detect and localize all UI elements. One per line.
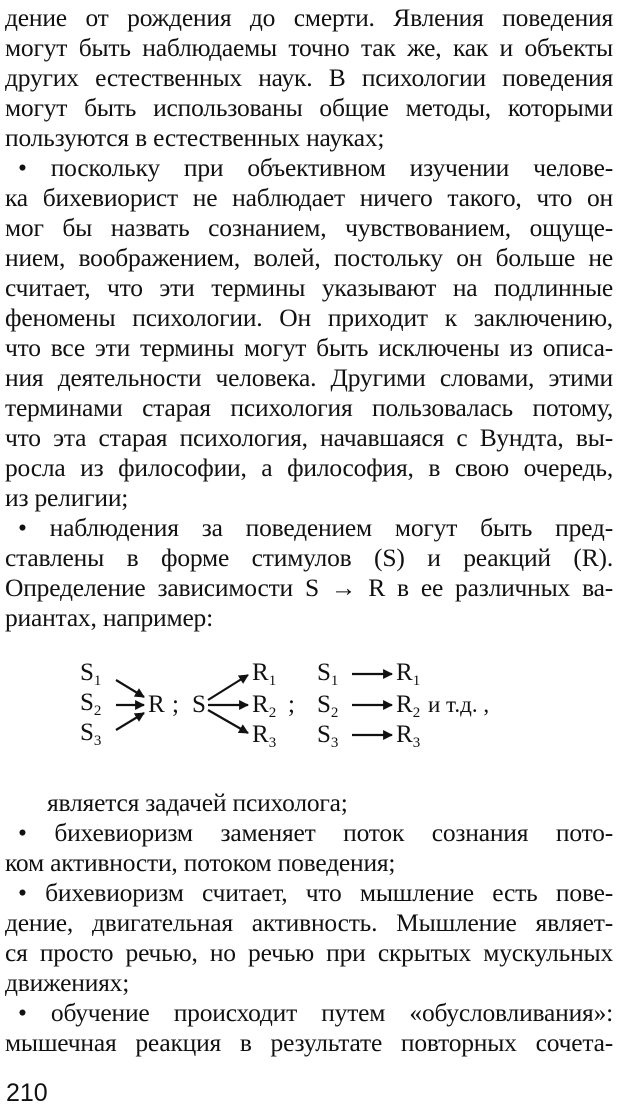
text-line: • наблюдения за поведением могут быть пред- <box>18 513 613 542</box>
text-line: • бихевиоризм считает, что мышление есть пове- <box>18 878 613 907</box>
etc-text: и т.д. , <box>428 692 490 717</box>
text-line: движениях; <box>5 968 130 997</box>
g3-s3: $S_3$ <box>317 721 339 751</box>
g1-r: R <box>148 691 165 718</box>
arrow <box>116 680 144 697</box>
stimulus-response-formula <box>80 650 520 770</box>
text-line: ния деятельности человека. Другими словами, этими <box>5 363 613 392</box>
g1-s2: $S_2$ <box>80 689 102 719</box>
text-line: нием, воображением, волей, постольку он больше не <box>5 243 613 272</box>
text-line: росла из философии, а философия, в свою очередь, <box>5 453 613 482</box>
arrow <box>116 713 144 730</box>
text-line: что эта старая психология, начавшаяся с Вундта, вы- <box>5 423 613 452</box>
text-line: могут быть использованы общие методы, которыми <box>5 93 613 122</box>
g2-s: S <box>192 691 206 718</box>
g2-r1: $R_1$ <box>252 659 277 689</box>
text-line: из религии; <box>5 483 129 512</box>
g3-s2: $S_2$ <box>317 691 339 721</box>
g1-s3: $S_3$ <box>80 719 102 749</box>
text-line: ся просто речью, но речью при скрытых мускульных <box>5 938 613 967</box>
separator: ; <box>172 691 179 718</box>
arrow <box>208 710 248 733</box>
g2-r3: $R_3$ <box>252 721 277 751</box>
page-number: 210 <box>6 1079 48 1107</box>
text-line: является задачей психолога; <box>47 788 348 817</box>
g3-s1: $S_1$ <box>317 659 339 689</box>
g3-r1: $R_1$ <box>396 659 421 689</box>
text-line: риантах, например: <box>5 603 213 632</box>
text-line: терминами старая психология пользовалась потому, <box>5 393 613 422</box>
text-line: Определение зависимости S → R в ее различных ва- <box>5 573 613 602</box>
separator: ; <box>288 691 295 718</box>
g3-r2: $R_2$ <box>396 691 421 721</box>
text-line: • поскольку при объективном изучении челове- <box>18 153 613 182</box>
text-line: мог бы назвать сознанием, чувствованием, ощуще- <box>5 213 613 242</box>
text-line: • бихевиоризм заменяет поток сознания пото- <box>18 818 613 847</box>
text-line: мышечная реакция в результате повторных сочета- <box>5 1028 613 1057</box>
text-line: дение, двигательная активность. Мышление являет- <box>5 908 613 937</box>
g2-r2: $R_2$ <box>252 691 277 721</box>
g3-r3: $R_3$ <box>396 721 421 751</box>
text-line: могут быть наблюдаемы точно так же, как и объекты <box>5 33 613 62</box>
text-line: дение от рождения до смерти. Явления поведения <box>5 3 613 32</box>
arrow <box>208 675 248 700</box>
text-line: феномены психологии. Он приходит к заключению, <box>5 303 613 332</box>
text-line: что все эти термины могут быть исключены из описа- <box>5 333 613 362</box>
text-line: ставлены в форме стимулов (S) и реакций (R). <box>5 543 613 572</box>
text-line: ка бихевиорист не наблюдает ничего такого, что он <box>5 183 613 212</box>
g1-s1: $S_1$ <box>80 659 102 689</box>
text-line: других естественных наук. В психологии поведения <box>5 63 613 92</box>
text-line: считает, что эти термины указывают на подлинные <box>5 273 613 302</box>
text-line: пользуются в естественных науках; <box>5 123 385 152</box>
text-line: • обучение происходит путем «обусловливания»: <box>18 998 613 1027</box>
text-line: ком активности, потоком поведения; <box>5 848 396 877</box>
